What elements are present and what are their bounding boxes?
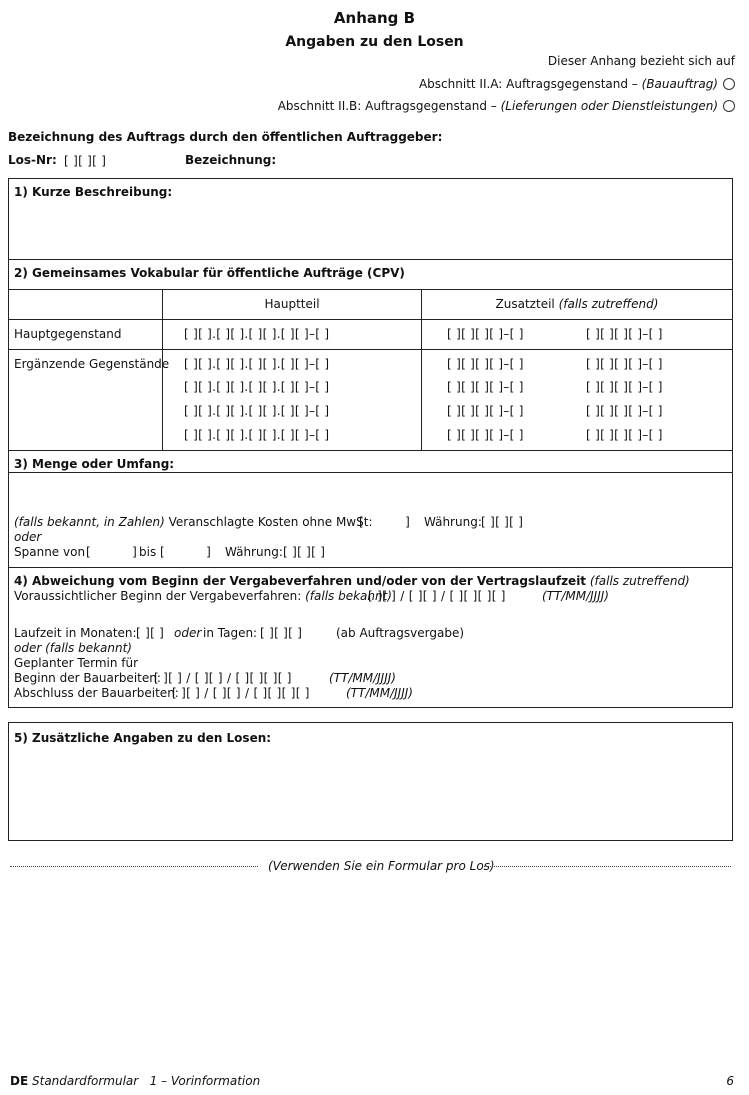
cpv-add-code[interactable]: [ ][ ].[ ][ ].[ ][ ].[ ][ ]–[ ] [184,380,330,394]
cpv-main-extra-2[interactable]: [ ][ ][ ][ ]–[ ] [586,327,663,341]
option-b-radio[interactable] [723,100,735,112]
option-a-row [419,77,735,91]
option-a-label: Abschnitt II.A: Auftragsgegenstand – [418,77,638,91]
s4-start-row [14,589,392,603]
col-extra-header [422,297,732,311]
col-extra-italic: (falls zutreffend) [558,297,659,311]
s4-start-label: Voraussichtlicher Beginn der Vergabeverfahren: [14,589,302,603]
s3-cost-label: Veranschlagte Kosten ohne MwSt: [168,515,373,529]
currency-field[interactable]: [ ][ ][ ] [481,515,524,529]
annex-title: Anhang B [333,9,416,27]
s3-known-italic: (falls bekannt, in Zahlen) [14,515,165,529]
s4-title-row [14,574,690,588]
or-if-known: oder (falls bekannt) [14,641,132,655]
page-number: 6 [726,1074,734,1088]
s5-title: 5) Zusätzliche Angaben zu den Losen: [14,731,272,745]
cpv-add-extra[interactable]: [ ][ ][ ][ ]–[ ] [447,404,524,418]
cpv-add-extra[interactable]: [ ][ ][ ][ ]–[ ] [586,357,663,371]
construction-end-field[interactable]: [ ][ ] / [ ][ ] / [ ][ ][ ][ ] [172,686,310,700]
cpv-main-extra-1[interactable]: [ ][ ][ ][ ]–[ ] [447,327,524,341]
s1-divider [8,259,733,260]
s2-title: 2) Gemeinsames Vokabular für öffentliche Aufträge (CPV) [14,266,405,280]
s2-divider-top [8,289,733,290]
footer-country: DE [10,1074,29,1088]
cpv-add-code[interactable]: [ ][ ].[ ][ ].[ ][ ].[ ][ ]–[ ] [184,404,330,418]
s4-start-italic: (falls bekannt) [305,589,392,603]
separator-dots-left [10,866,258,867]
cpv-add-extra[interactable]: [ ][ ][ ][ ]–[ ] [447,357,524,371]
after-award-label: (ab Auftragsvergabe) [336,626,465,640]
s2-row-divider [8,349,733,350]
option-a-italic: (Bauauftrag) [641,77,718,91]
range-to-field[interactable]: [ ] [160,545,212,559]
duration-months-field[interactable]: [ ][ ] [136,626,165,640]
s3-cost-row [14,515,372,529]
cpv-add-extra[interactable]: [ ][ ][ ][ ]–[ ] [586,380,663,394]
footer-left [10,1074,260,1088]
separator-note: (Verwenden Sie ein Formular pro Los) [268,859,495,873]
s3-or: oder [14,530,42,544]
additional-info-field[interactable] [9,748,730,838]
cpv-main-code[interactable]: [ ][ ].[ ][ ].[ ][ ].[ ][ ]–[ ] [184,327,330,341]
in-days-label: in Tagen: [203,626,258,640]
or-in-days-italic: oder [174,626,202,640]
refers-to-text: Dieser Anhang bezieht sich auf [547,54,735,68]
designation-heading: Bezeichnung des Auftrags durch den öffentlichen Auftraggeber: [8,130,443,144]
range-currency-label: Währung: [225,545,283,559]
duration-months-label: Laufzeit in Monaten: [14,626,137,640]
row-main-subject: Hauptgegenstand [14,327,122,341]
range-from-field[interactable]: [ ] [86,545,138,559]
start-date-field[interactable]: [ ][ ] / [ ][ ] / [ ][ ][ ][ ] [368,589,506,603]
currency-label: Währung: [424,515,482,529]
col-extra-label: Zusatzteil [495,297,555,311]
range-from-label: Spanne von [14,545,86,559]
lot-number-field[interactable]: [ ][ ][ ] [64,154,107,168]
cpv-add-extra[interactable]: [ ][ ][ ][ ]–[ ] [586,404,663,418]
cpv-add-extra[interactable]: [ ][ ][ ][ ]–[ ] [447,380,524,394]
option-a-radio[interactable] [723,78,735,90]
construction-begin-format: (TT/MM/JJJJ) [329,671,396,685]
s3-divider [8,567,733,568]
cpv-add-code[interactable]: [ ][ ].[ ][ ].[ ][ ].[ ][ ]–[ ] [184,357,330,371]
option-b-row [278,99,735,113]
s2-col-divider-2 [421,289,422,450]
s4-title-italic: (falls zutreffend) [589,574,690,588]
planned-date-label: Geplanter Termin für [14,656,139,670]
lot-number-label: Los-Nr: [8,153,57,167]
footer-form-name: Standardformular 1 – Vorinformation [32,1074,261,1088]
s4-title: 4) Abweichung vom Beginn der Vergabeverfahren und/oder von der Vertragslaufzeit [14,574,587,588]
duration-days-field[interactable]: [ ][ ][ ] [260,626,303,640]
cpv-add-extra[interactable]: [ ][ ][ ][ ]–[ ] [447,428,524,442]
construction-begin-field[interactable]: [ ][ ] / [ ][ ] / [ ][ ][ ][ ] [154,671,292,685]
option-b-italic: (Lieferungen oder Dienstleistungen) [500,99,718,113]
s3-title: 3) Menge oder Umfang: [14,457,175,471]
s2-header-divider [8,319,733,320]
construction-end-format: (TT/MM/JJJJ) [346,686,413,700]
cpv-add-extra[interactable]: [ ][ ][ ][ ]–[ ] [586,428,663,442]
col-main-header: Hauptteil [264,297,320,311]
estimated-cost-field[interactable]: [ ] [359,515,411,529]
annex-subtitle: Angaben zu den Losen [285,34,464,50]
range-currency-field[interactable]: [ ][ ][ ] [283,545,326,559]
construction-begin-label: Beginn der Bauarbeiten: [14,671,161,685]
s1-title: 1) Kurze Beschreibung: [14,185,173,199]
cpv-add-code[interactable]: [ ][ ].[ ][ ].[ ][ ].[ ][ ]–[ ] [184,428,330,442]
range-to-label: bis [139,545,157,559]
construction-end-label: Abschluss der Bauarbeiten: [14,686,179,700]
separator-dots-right [484,866,731,867]
row-additional-subjects: Ergänzende Gegenstände [14,357,170,371]
start-date-format: (TT/MM/JJJJ) [542,589,609,603]
designation-label: Bezeichnung: [185,153,277,167]
option-b-label: Abschnitt II.B: Auftragsgegenstand – [277,99,497,113]
